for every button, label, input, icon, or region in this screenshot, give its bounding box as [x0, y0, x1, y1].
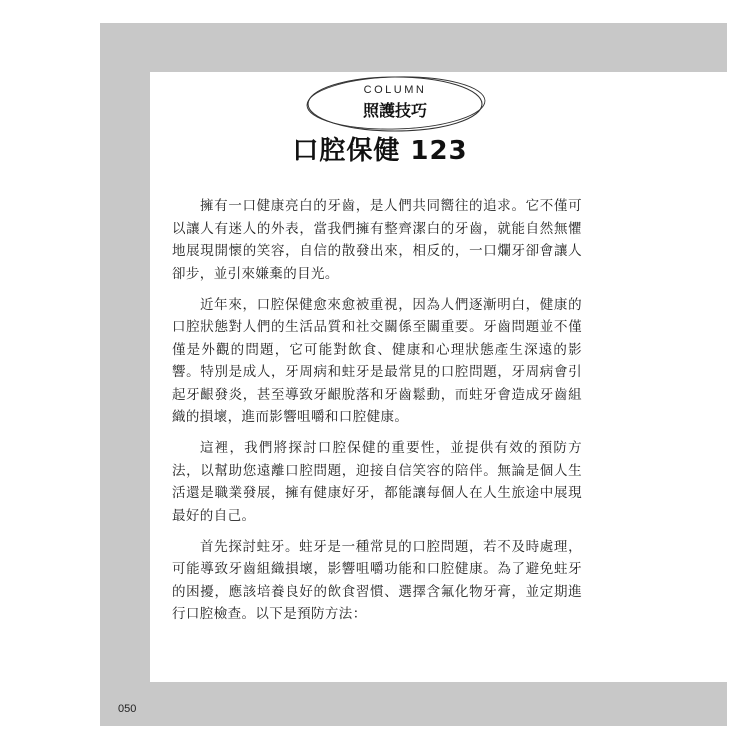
page-title: 口腔保健 123	[292, 136, 468, 166]
paragraph: 近年來，口腔保健愈來愈被重視，因為人們逐漸明白，健康的口腔狀態對人們的生活品質和社交關係至關重要。牙齒問題並不僅僅是外觀的問題，它可能對飲食、健康和心理狀態產生深遠的影響。特別是成人，牙周病和蛀牙是最常見的口腔問題，牙周病會引起牙齦發炎，甚至導致牙齦脫落和牙齒鬆動，而蛀牙會造成牙齒組織的損壞，進而影響咀嚼和口腔健康。	[172, 296, 582, 425]
body-text	[172, 195, 582, 634]
paragraph: 這裡，我們將探討口腔保健的重要性，並提供有效的預防方法，以幫助您遠離口腔問題，迎接自信笑容的陪伴。無論是個人生活還是職業發展，擁有健康好牙，都能讓每個人在人生旅途中展現最好的自己。	[172, 440, 582, 524]
column-topic: 照護技巧	[362, 101, 427, 120]
page-number: 050	[118, 703, 137, 715]
paragraph: 擁有一口健康亮白的牙齒，是人們共同嚮往的追求。它不僅可以讓人有迷人的外表，當我們擁有整齊潔白的牙齒，就能自然無懼地展現開懷的笑容，自信的散發出來，相反的，一口爛牙卻會讓人卻步，並引來嫌棄的目光。	[172, 198, 582, 282]
book-page	[150, 72, 727, 682]
column-label: COLUMN	[363, 84, 427, 96]
paragraph: 首先探討蛀牙。蛀牙是一種常見的口腔問題，若不及時處理，可能導致牙齒組織損壞，影響咀嚼功能和口腔健康。為了避免蛀牙的困擾，應該培養良好的飲食習慣、選擇含氟化物牙膏，並定期進行口腔檢查。以下是預防方法：	[172, 538, 582, 622]
column-badge	[300, 72, 490, 136]
